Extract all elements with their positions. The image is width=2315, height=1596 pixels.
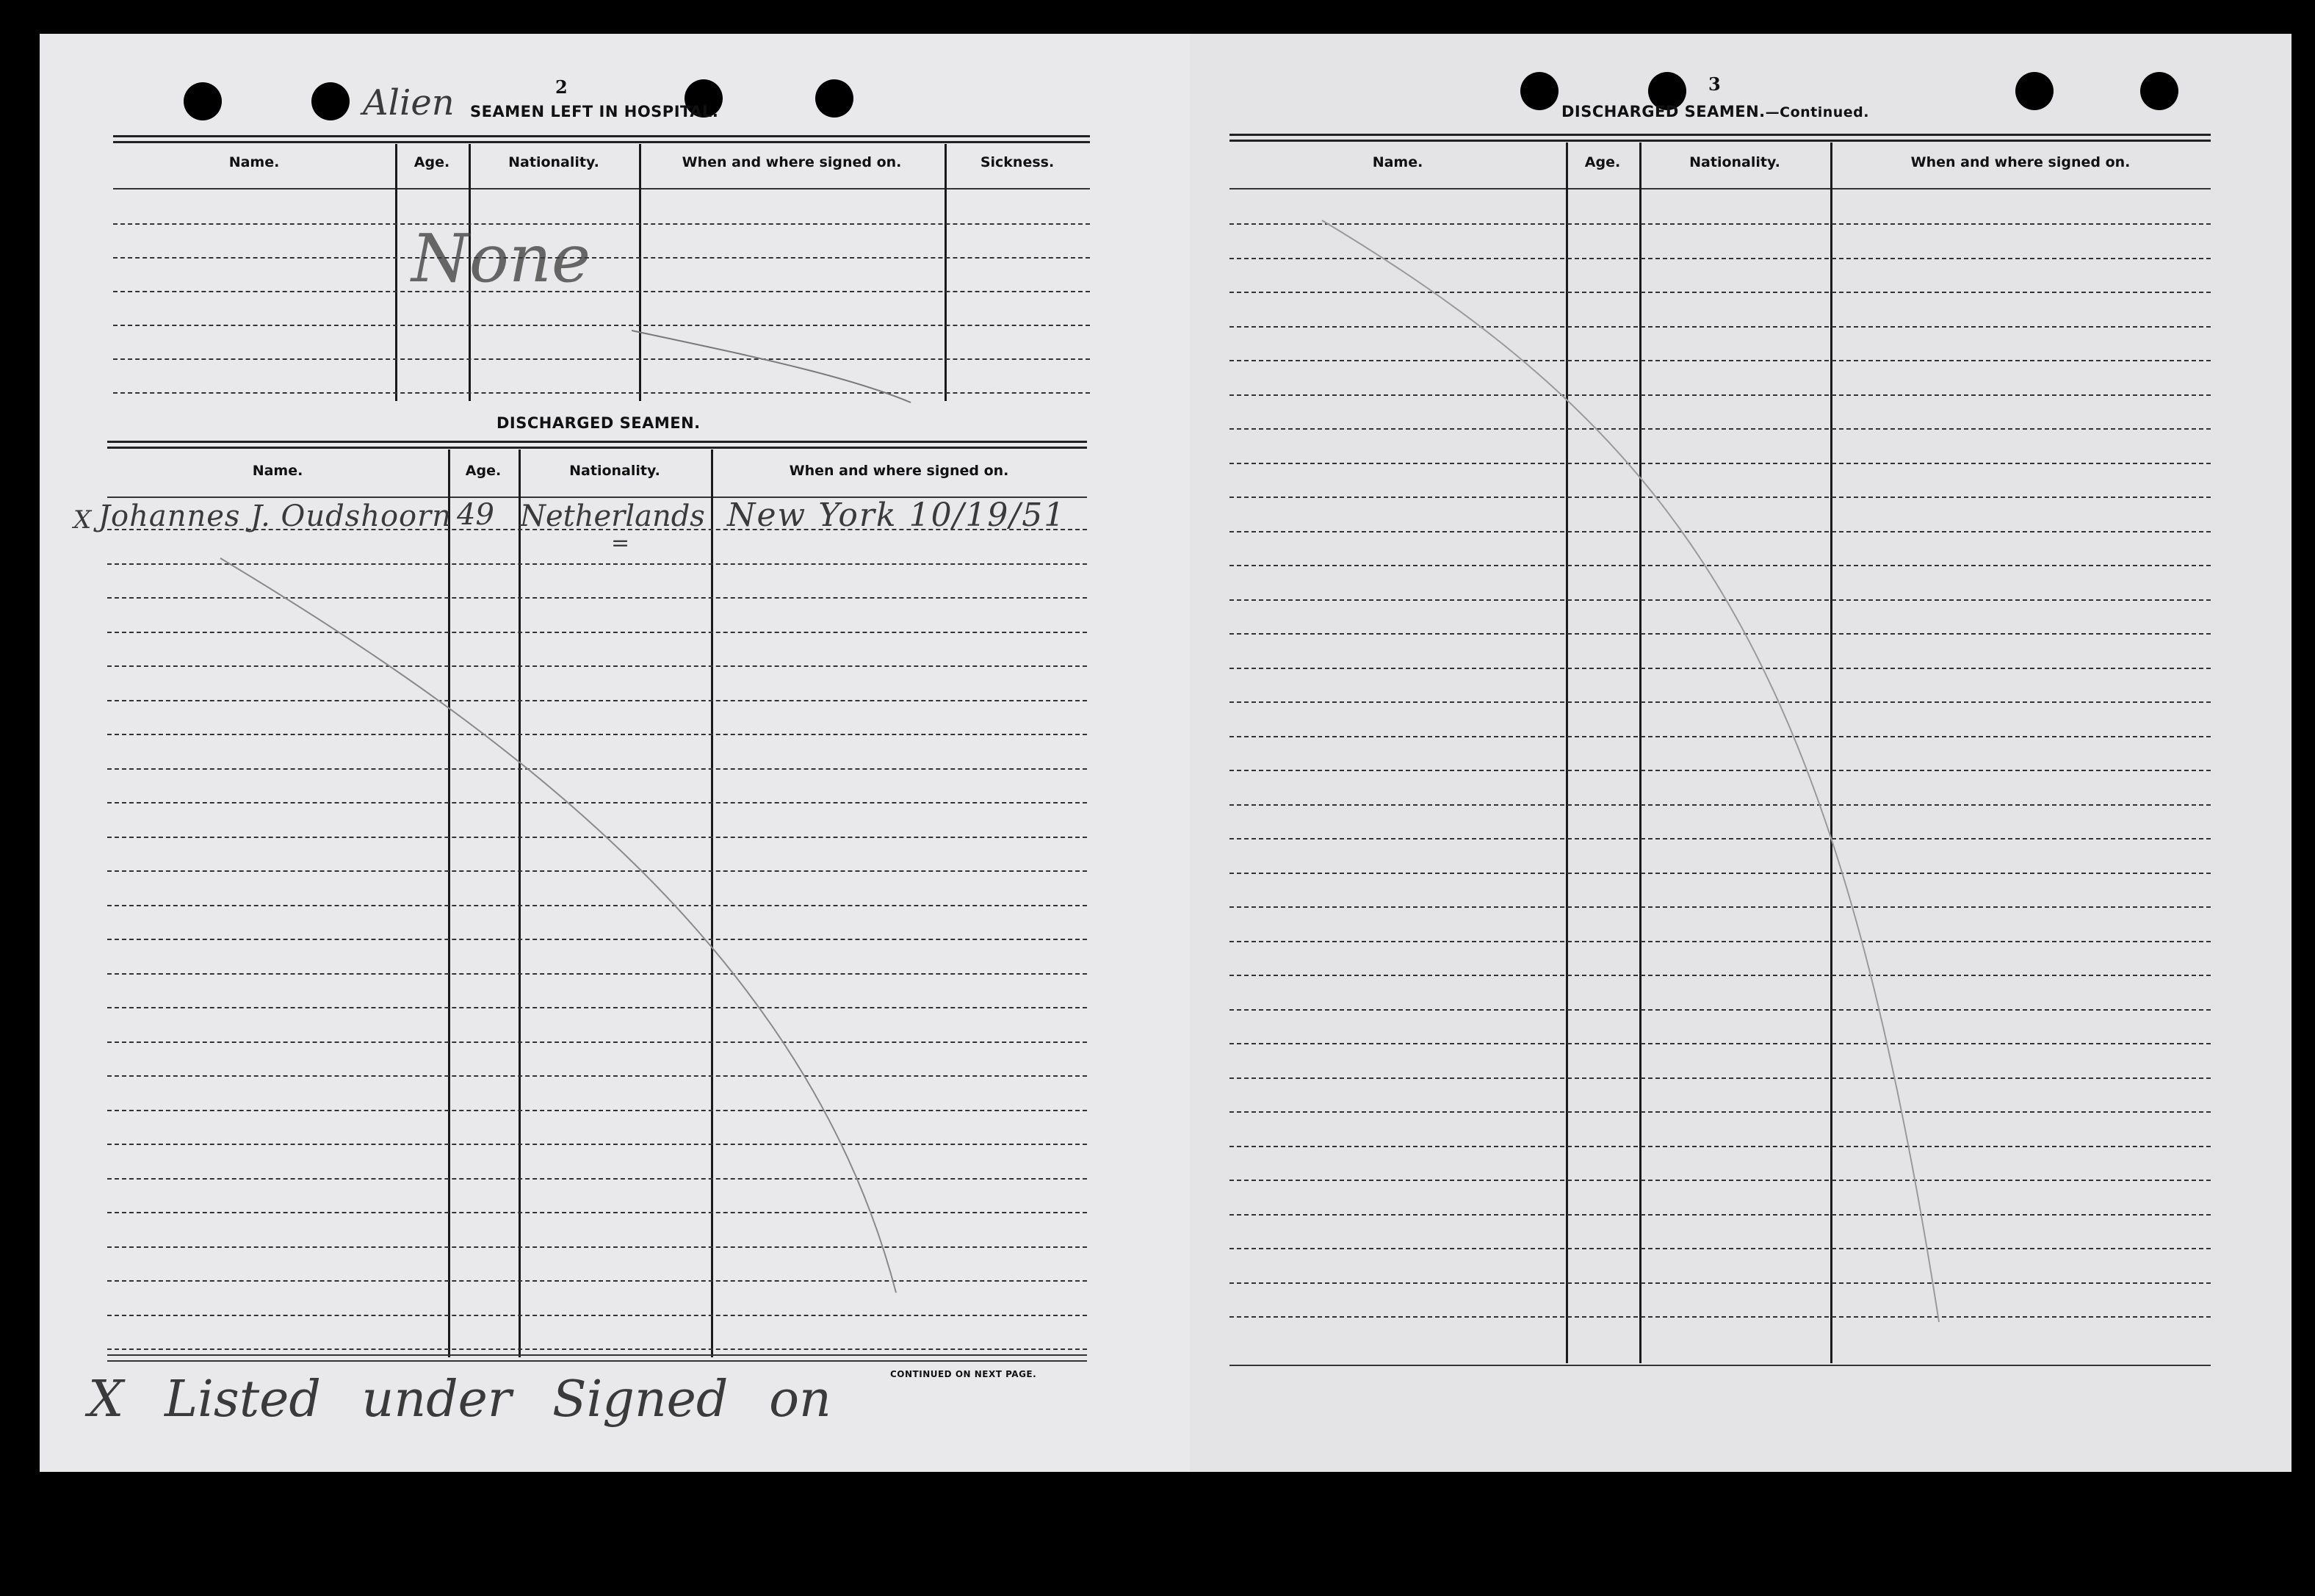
right-page-number: 3 bbox=[1708, 73, 1721, 95]
table-row bbox=[107, 870, 1087, 872]
col-divider bbox=[448, 449, 450, 1357]
entry-nationality: Netherlands bbox=[520, 499, 705, 533]
table-bottom-rule bbox=[1229, 1365, 2211, 1366]
table-row bbox=[1229, 1077, 2211, 1079]
table-row bbox=[107, 700, 1087, 701]
punch-hole bbox=[1520, 72, 1559, 110]
col-divider bbox=[639, 144, 641, 401]
table-row bbox=[1229, 633, 2211, 635]
col-header-name: Name. bbox=[252, 463, 303, 479]
table-row bbox=[107, 632, 1087, 633]
table-row bbox=[1229, 326, 2211, 328]
table-row bbox=[107, 1280, 1087, 1282]
table-row bbox=[113, 223, 1090, 225]
table-row bbox=[107, 1348, 1087, 1350]
table-row bbox=[113, 392, 1090, 394]
table-row bbox=[107, 1144, 1087, 1145]
table-row bbox=[113, 291, 1090, 292]
continued-footer: CONTINUED ON NEXT PAGE. bbox=[890, 1369, 1037, 1379]
table-row bbox=[1229, 668, 2211, 669]
table-row bbox=[1229, 941, 2211, 942]
col-header-nationality: Nationality. bbox=[1689, 154, 1780, 170]
table-row bbox=[1229, 838, 2211, 839]
table-row bbox=[107, 665, 1087, 667]
table-row bbox=[1229, 565, 2211, 566]
punch-hole bbox=[2015, 72, 2054, 110]
col-header-sickness: Sickness. bbox=[980, 154, 1055, 170]
col-divider bbox=[395, 144, 397, 401]
table-row bbox=[1229, 1043, 2211, 1044]
table-row bbox=[113, 358, 1090, 360]
col-header-name: Name. bbox=[228, 154, 280, 170]
col-divider bbox=[945, 144, 947, 401]
punch-hole bbox=[2140, 72, 2178, 110]
table-row bbox=[107, 1212, 1087, 1213]
table-row bbox=[1229, 804, 2211, 806]
table-row bbox=[107, 1075, 1087, 1077]
table-row bbox=[1229, 701, 2211, 703]
col-header-nationality: Nationality. bbox=[569, 463, 660, 479]
col-header-age: Age. bbox=[413, 154, 450, 170]
discharged-section-title: DISCHARGED SEAMEN. bbox=[496, 414, 701, 432]
punch-hole bbox=[311, 82, 350, 120]
table-row bbox=[107, 768, 1087, 770]
table-row bbox=[1229, 736, 2211, 737]
table-row bbox=[107, 1041, 1087, 1043]
left-page-number: 2 bbox=[555, 76, 568, 98]
table-top-rule bbox=[113, 135, 1090, 143]
table-row bbox=[1229, 497, 2211, 498]
col-header-age: Age. bbox=[465, 463, 502, 479]
table-row bbox=[1229, 223, 2211, 225]
table-row bbox=[1229, 1248, 2211, 1249]
table-row bbox=[1229, 975, 2211, 976]
table-row bbox=[1229, 463, 2211, 464]
handwritten-alien: Alien bbox=[363, 82, 455, 123]
table-row bbox=[107, 802, 1087, 804]
handwritten-none: None bbox=[411, 220, 591, 297]
header-rule bbox=[1229, 188, 2211, 189]
entry-mark: X bbox=[73, 505, 92, 535]
table-row bbox=[1229, 770, 2211, 771]
table-row bbox=[107, 973, 1087, 975]
entry-age: 49 bbox=[457, 498, 494, 532]
punch-hole bbox=[184, 82, 222, 120]
table-row bbox=[1229, 1214, 2211, 1216]
table-row bbox=[107, 734, 1087, 735]
table-row bbox=[107, 905, 1087, 906]
table-row bbox=[1229, 1111, 2211, 1113]
col-header-nationality: Nationality. bbox=[508, 154, 599, 170]
hospital-table bbox=[113, 135, 1090, 411]
col-divider bbox=[711, 449, 713, 1357]
handwritten-footnote: X Listed under Signed on bbox=[88, 1371, 831, 1429]
hospital-section-title: SEAMEN LEFT IN HOSPITAL. bbox=[470, 103, 719, 120]
table-bottom-rule bbox=[107, 1354, 1087, 1356]
col-header-signed-on: When and where signed on. bbox=[789, 463, 1009, 479]
table-row bbox=[113, 257, 1090, 259]
table-top-rule bbox=[1229, 134, 2211, 142]
col-header-signed-on: When and where signed on. bbox=[1910, 154, 2131, 170]
table-row bbox=[107, 1246, 1087, 1248]
punch-hole bbox=[815, 79, 853, 118]
table-row bbox=[107, 1007, 1087, 1008]
table-row bbox=[107, 563, 1087, 565]
table-row bbox=[1229, 258, 2211, 259]
col-header-name: Name. bbox=[1372, 154, 1423, 170]
discharged-table-left bbox=[107, 441, 1087, 1366]
table-row bbox=[107, 597, 1087, 599]
table-row bbox=[1229, 360, 2211, 361]
table-bottom-rule bbox=[107, 1360, 1087, 1362]
table-row bbox=[1229, 1316, 2211, 1318]
table-row bbox=[107, 1110, 1087, 1111]
table-row bbox=[107, 1178, 1087, 1180]
table-top-rule bbox=[107, 441, 1087, 449]
table-row bbox=[1229, 531, 2211, 532]
right-section-title-main: DISCHARGED SEAMEN. bbox=[1561, 103, 1766, 120]
col-header-signed-on: When and where signed on. bbox=[682, 154, 902, 170]
table-row bbox=[1229, 1009, 2211, 1011]
right-section-title bbox=[1561, 103, 1869, 120]
entry-signed-on: New York 10/19/51 bbox=[727, 497, 1066, 534]
right-section-title-suffix: —Continued. bbox=[1765, 104, 1870, 120]
table-row bbox=[1229, 428, 2211, 430]
table-row bbox=[1229, 1146, 2211, 1147]
table-row bbox=[1229, 292, 2211, 293]
table-row bbox=[1229, 906, 2211, 908]
entry-name: Johannes J. Oudshoorn bbox=[98, 499, 452, 533]
header-rule bbox=[113, 188, 1090, 189]
table-row bbox=[113, 325, 1090, 326]
col-divider bbox=[519, 449, 521, 1357]
col-header-age: Age. bbox=[1584, 154, 1621, 170]
ditto-mark: = bbox=[611, 530, 630, 556]
table-row bbox=[1229, 394, 2211, 396]
table-row bbox=[1229, 1282, 2211, 1284]
table-row bbox=[107, 1315, 1087, 1316]
table-row bbox=[107, 939, 1087, 940]
table-row bbox=[1229, 599, 2211, 601]
table-row bbox=[107, 837, 1087, 838]
table-row bbox=[1229, 1180, 2211, 1181]
discharged-table-right bbox=[1229, 134, 2211, 1368]
table-row bbox=[1229, 873, 2211, 874]
